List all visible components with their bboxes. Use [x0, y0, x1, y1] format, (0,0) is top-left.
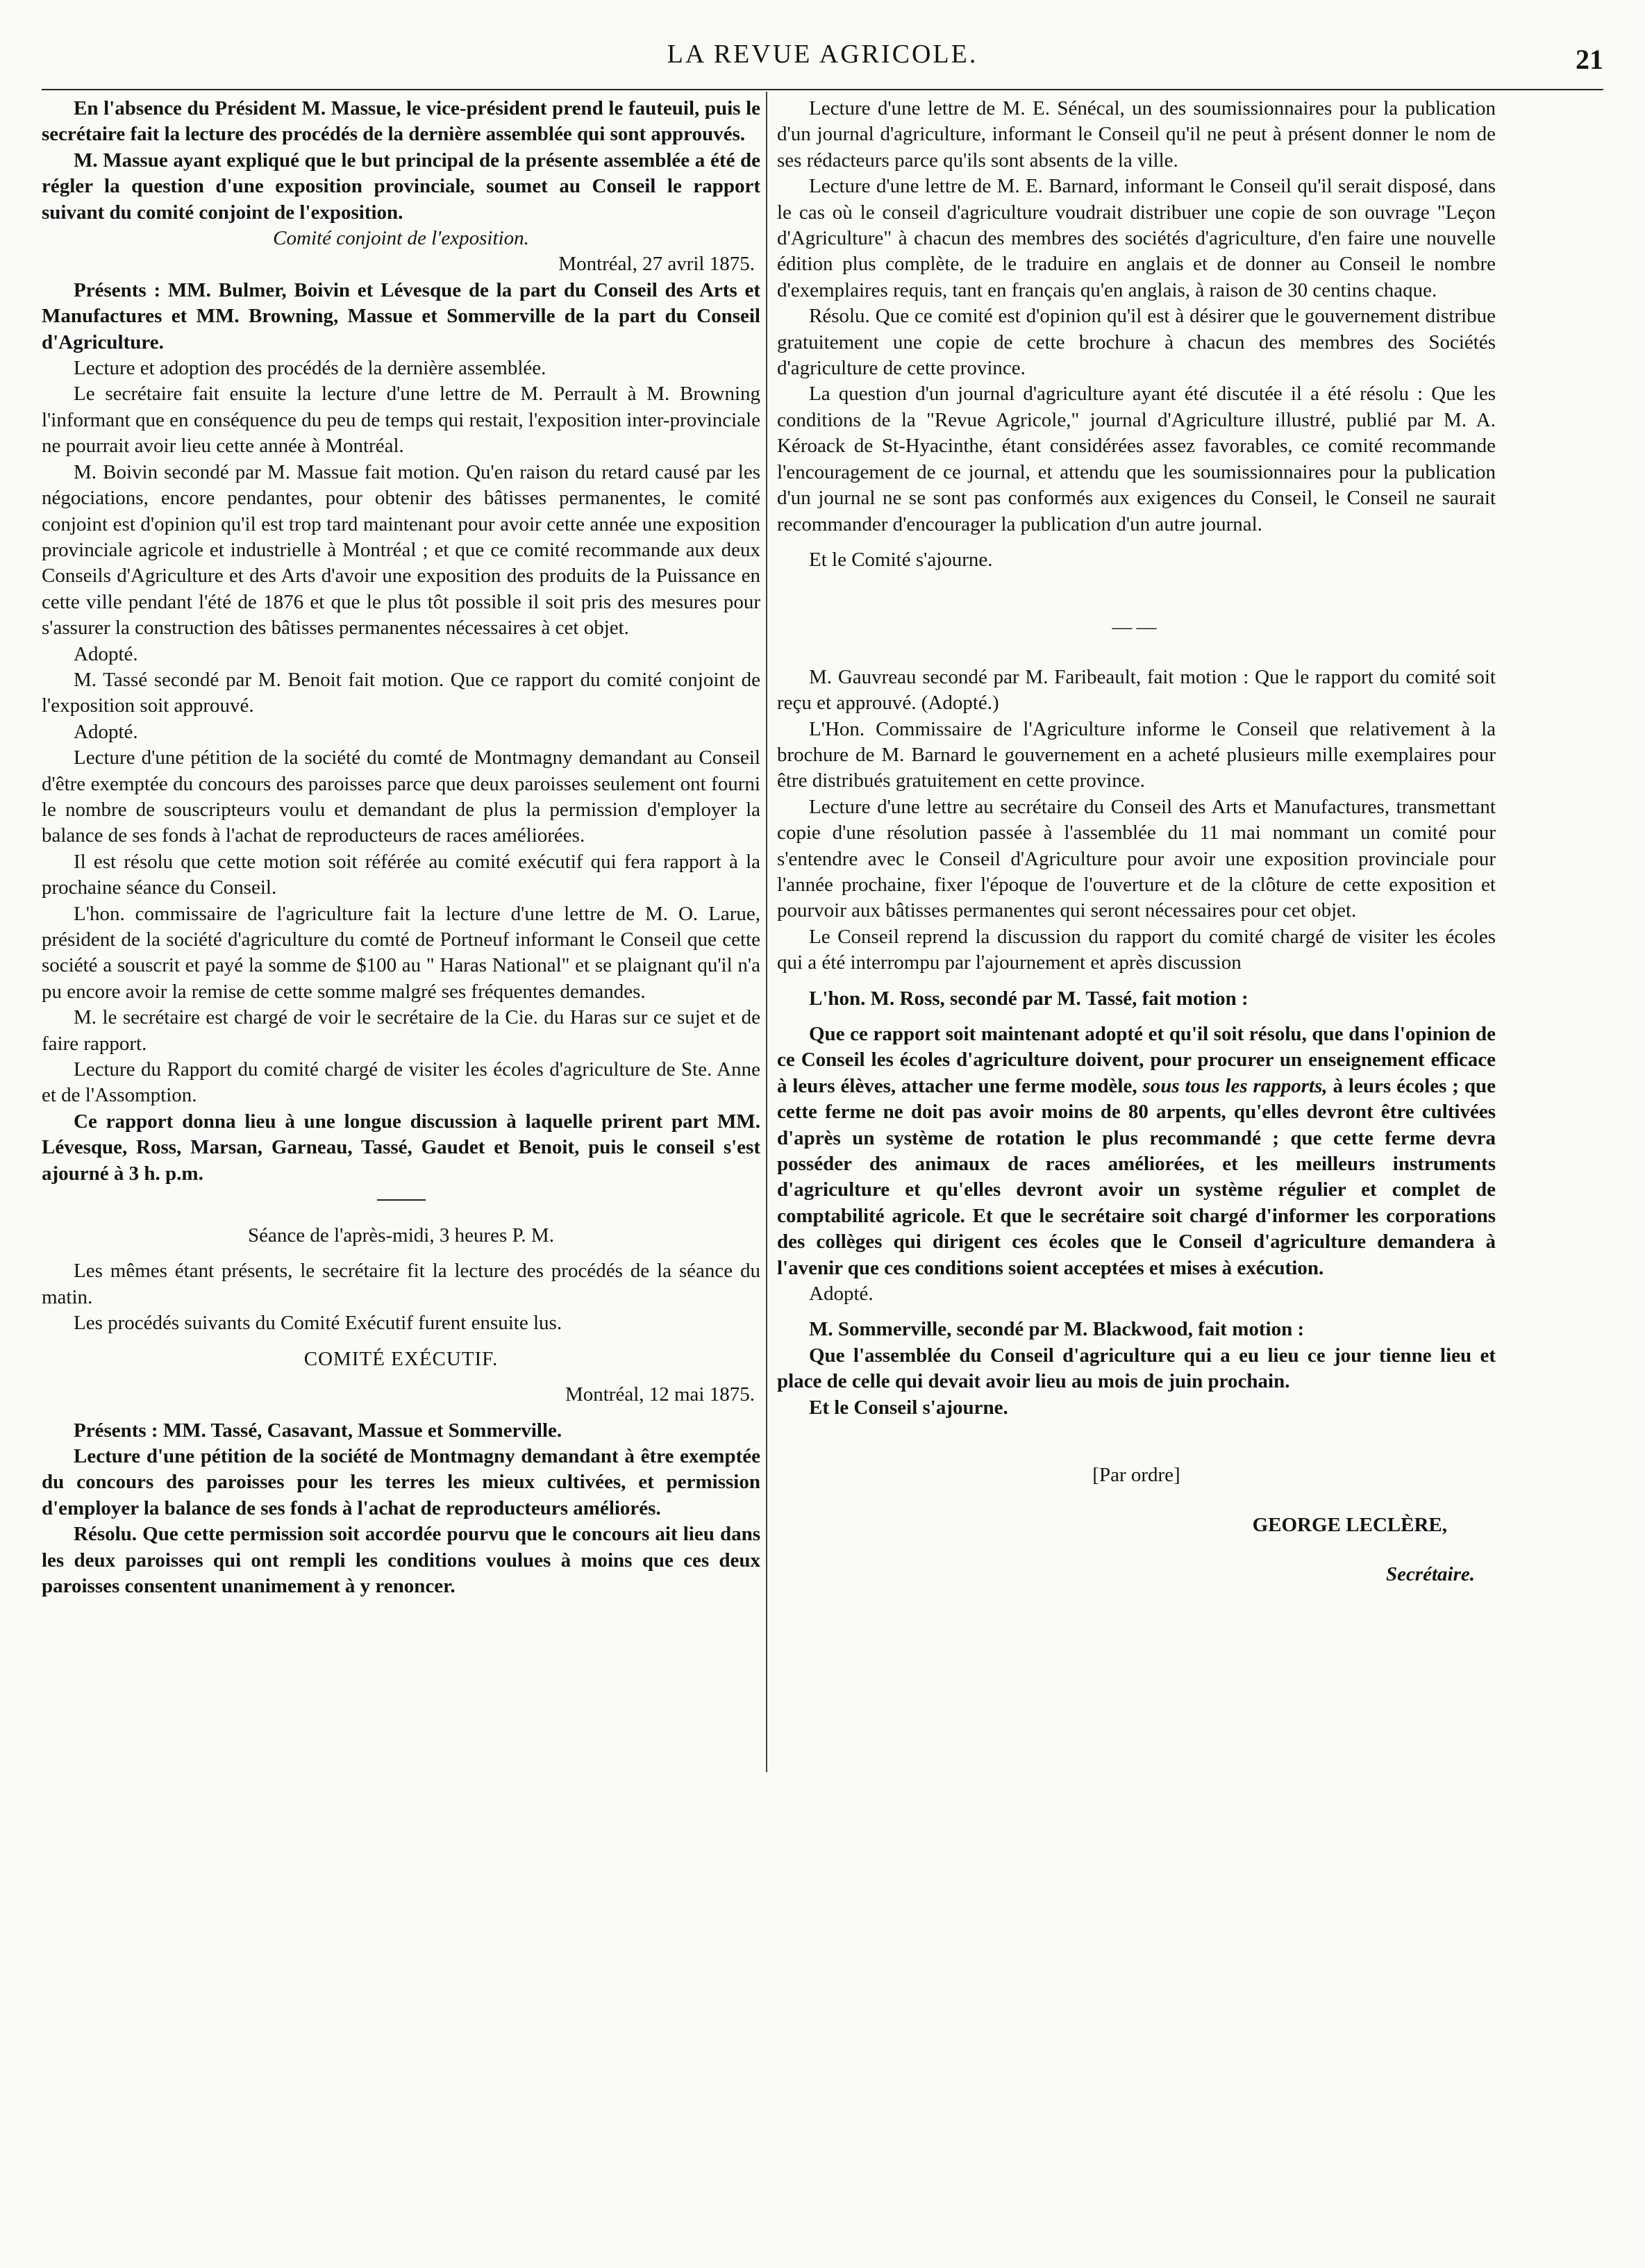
paragraph: [42, 1521, 760, 1599]
present-text: MM. Tassé, Casavant, Massue et Sommerville.: [162, 1419, 562, 1442]
order-line: [Par ordre]: [1092, 1464, 1180, 1487]
paragraph: Les procédés suivants du Comité Exécutif furent ensuite lus.: [74, 1312, 562, 1335]
signature-role: Secrétaire.: [1385, 1562, 1475, 1585]
paragraph: Lecture d'une pétition de la société du comté de Montmagny demandant au Conseil d'être exemptée du concours des paroisses parce que deux paroisses seulement ont fourni le nombre de souscripteurs voulu et demandant de plus la permission d'employer la balance de ses fonds à l'achat de reproducteurs de races améliorées.: [42, 747, 760, 847]
adopted-line: Adopté.: [74, 642, 138, 665]
running-title: LA REVUE AGRICOLE.: [667, 40, 978, 69]
paragraph: Lecture d'une lettre au secrétaire du Conseil des Arts et Manufactures, transmettant copie d'une résolution passée à l'assemblée du 11 mai nommant un comité pour s'entendre avec le Conseil d'Agriculture pour avoir une exposition provinciale pour l'année prochaine, fixer l'époque de l'ouverture et de la clôture de cette exposition et pourvoir aux bâtisses permanentes qui seront nécessaires pour cet objet.: [777, 795, 1496, 922]
exec-committee-heading: COMITÉ EXÉCUTIF.: [303, 1347, 499, 1370]
dateline: Montréal, 12 mai 1875.: [565, 1383, 755, 1406]
resolved-label: Résolu.: [74, 1523, 137, 1546]
right-column: [777, 96, 1496, 2214]
paragraph: [777, 1022, 1496, 1281]
motion-text-a: Que ce rapport soit maintenant adopté et qu'il soit résolu, que dans l'opinion de ce Conseil les écoles d'agriculture doivent, pour procurer un enseignement efficace à leurs élèves, attacher une ferme modèle,: [777, 1023, 1496, 1097]
page-number: 21: [1576, 44, 1603, 75]
resolved-label: Résolu.: [809, 305, 870, 328]
header-rule: [42, 89, 1603, 90]
adopted-line: Adopté.: [809, 1283, 874, 1306]
paragraph: M. Sommerville, secondé par M. Blackwood, fait motion :: [809, 1318, 1305, 1341]
resolved-text: Que cette permission soit accordée pourvu que le concours ait lieu dans les deux paroisses qui ont rempli les conditions voulues à moins que ces deux paroisses consentent unanimement à y renoncer.: [42, 1523, 760, 1597]
paragraph: M. le secrétaire est chargé de voir le secrétaire de la Cie. du Haras sur ce sujet et de faire rapport.: [42, 1006, 760, 1055]
paragraph: M. Tassé secondé par M. Benoit fait motion. Que ce rapport du comité conjoint de l'exposition soit approuvé.: [42, 668, 760, 717]
paragraph: En l'absence du Président M. Massue, le vice-président prend le fauteuil, puis le secrétaire fait la lecture des procédés de la dernière assemblée qui sont approuvés.: [42, 97, 760, 146]
column-divider: [766, 92, 767, 1772]
page-header: [42, 33, 1603, 83]
paragraph: Lecture et adoption des procédés de la dernière assemblée.: [74, 357, 546, 380]
paragraph: Lecture d'une lettre de M. E. Sénécal, un des soumissionnaires pour la publication d'un journal d'agriculture, informant le Conseil qu'il ne peut à présent donner le nom de ses rédacteurs parce qu'ils sont absents de la ville.: [777, 97, 1496, 172]
present-label: Présents :: [74, 1419, 158, 1442]
paragraph: L'hon. M. Ross, secondé par M. Tassé, fait motion :: [809, 987, 1249, 1010]
paragraph: Lecture d'une lettre de M. E. Barnard, informant le Conseil qu'il serait disposé, dans le cas où le conseil d'agriculture voudrait distribuer une copie de son ouvrage "Leçon d'Agriculture" à chacun des membres des sociétés d'agriculture, d'en faire une nouvelle édition plus complète, de le traduire en anglais et de donner au Conseil le nombre d'exemplaires requis, tant en français qu'en anglais, à raison de 30 centins chaque.: [777, 175, 1496, 301]
paragraph: L'hon. commissaire de l'agriculture fait la lecture d'une lettre de M. O. Larue, président de la société d'agriculture du comté de Portneuf informant le Conseil que cette société a souscrit et payé la somme de $100 au " Haras National" et se plaignant qu'il n'a pu encore avoir la remise de cette somme malgré ses fréquentes demandes.: [42, 902, 760, 1003]
paragraph: Que l'assemblée du Conseil d'agriculture qui a eu lieu ce jour tienne lieu et place de celle qui devait avoir lieu au mois de juin prochain.: [777, 1344, 1496, 1393]
section-rule: [377, 1199, 426, 1201]
paragraph: [42, 1418, 760, 1444]
left-column: [42, 96, 760, 2214]
paragraph: Le Conseil reprend la discussion du rapport du comité chargé de visiter les écoles qui a été interrompu par l'ajournement et après discussion: [777, 925, 1496, 974]
section-heading: Comité conjoint de l'exposition.: [273, 227, 529, 250]
paragraph: M. Massue ayant expliqué que le but principal de la présente assemblée a été de régler la question d'une exposition provinciale, soumet au Conseil le rapport suivant du comité conjoint de l'exposition.: [42, 149, 760, 224]
paragraph: Le secrétaire fait ensuite la lecture d'une lettre de M. Perrault à M. Browning l'informant que en conséquence du peu de temps qui restait, l'exposition inter-provinciale ne pourrait avoir lieu cette année à Montréal.: [42, 383, 760, 458]
present-label: Présents :: [74, 278, 161, 301]
paragraph: Les mêmes étant présents, le secrétaire fit la lecture des procédés de la séance du matin.: [42, 1260, 760, 1308]
paragraph: Lecture d'une pétition de la société de Montmagny demandant à être exemptée du concours des paroisses pour les terres les mieux cultivées, et permission d'employer la balance de ses fonds à l'achat de reproducteurs améliorés.: [42, 1444, 760, 1519]
paragraph: [42, 278, 760, 356]
paragraph: M. Gauvreau secondé par M. Faribeault, fait motion : Que le rapport du comité soit reçu et approuvé. (Adopté.): [777, 665, 1496, 715]
dash-separator: ——: [1112, 616, 1161, 639]
paragraph: Lecture du Rapport du comité chargé de visiter les écoles d'agriculture de Ste. Anne et de l'Assomption.: [42, 1058, 760, 1107]
paragraph: Ce rapport donna lieu à une longue discussion à laquelle prirent part MM. Lévesque, Ross, Marsan, Garneau, Tassé, Gaudet et Benoit, puis le conseil s'est ajourné à 3 h. p.m.: [42, 1110, 760, 1185]
present-text: MM. Bulmer, Boivin et Lévesque de la part du Conseil des Arts et Manufactures et MM. Browning, Massue et Sommerville de la part du Conseil d'Agriculture.: [42, 278, 760, 353]
dateline: Montréal, 27 avril 1875.: [558, 253, 755, 276]
paragraph: M. Boivin secondé par M. Massue fait motion. Qu'en raison du retard causé par les négociations, encore pendantes, pour obtenir des bâtisses permanentes, le comité conjoint est d'opinion qu'il est trop tard maintenant pour avoir cette année une exposition provinciale agricole et industrielle à Montréal ; et que ce comité recommande aux deux Conseils d'Agriculture et des Arts d'avoir une exposition des produits de la Puissance en cette ville pendant l'été de 1876 et que le plus tôt possible il soit pris des mesures pour s'assurer la construction des bâtisses permanentes nécessaires à cet objet.: [42, 460, 760, 640]
paragraph: La question d'un journal d'agriculture ayant été discutée il a été résolu : Que les conditions de la "Revue Agricole," journal d'Agriculture illustré, publié par M. A. Kéroack de St-Hyacinthe, étant considérées assez favorables, ce comité recommande l'encouragement de ce journal, et attendu que les soumissionnaires pour la publication d'un journal ne se sont pas conformés aux exigences du Conseil, le Conseil ne saurait recommander d'encourager la publication d'un autre journal.: [777, 383, 1496, 535]
paragraph: L'Hon. Commissaire de l'Agriculture informe le Conseil que relativement à la brochure de M. Barnard le gouvernement en a acheté plusieurs mille exemplaires pour être distribués gratuitement en cette province.: [777, 717, 1496, 792]
paragraph: Il est résolu que cette motion soit référée au comité exécutif qui fera rapport à la prochaine séance du Conseil.: [42, 850, 760, 899]
session-heading: Séance de l'après-midi, 3 heures P. M.: [248, 1224, 554, 1247]
signature-name: GEORGE LECLÈRE,: [1252, 1513, 1447, 1536]
motion-text-italic: sous tous les rapports,: [1142, 1074, 1328, 1097]
resolved-text: Que ce comité est d'opinion qu'il est à désirer que le gouvernement distribue gratuitement une copie de cette brochure à chacun des membres des Sociétés d'agriculture de cette province.: [777, 305, 1496, 380]
motion-text-b: à leurs écoles ; que cette ferme ne doit pas avoir moins de 80 arpents, qu'elles devront être cultivées d'après un système de rotation le plus recommandé ; que cette ferme devra posséder des animaux de races améliorées, et les meilleurs instruments d'agriculture et qu'elles devront avoir un système régulier et complet de comptabilité agricole. Et que le secrétaire soit chargé d'informer les corporations des collèges qui dirigent ces écoles que le Conseil d'agriculture demandera à l'avenir que ces conditions soient acceptées et mises à exécution.: [777, 1074, 1496, 1279]
adopted-line: Adopté.: [74, 720, 138, 743]
paragraph: [777, 303, 1496, 381]
paragraph: Et le Conseil s'ajourne.: [809, 1396, 1008, 1419]
paragraph: Et le Comité s'ajourne.: [809, 548, 993, 571]
